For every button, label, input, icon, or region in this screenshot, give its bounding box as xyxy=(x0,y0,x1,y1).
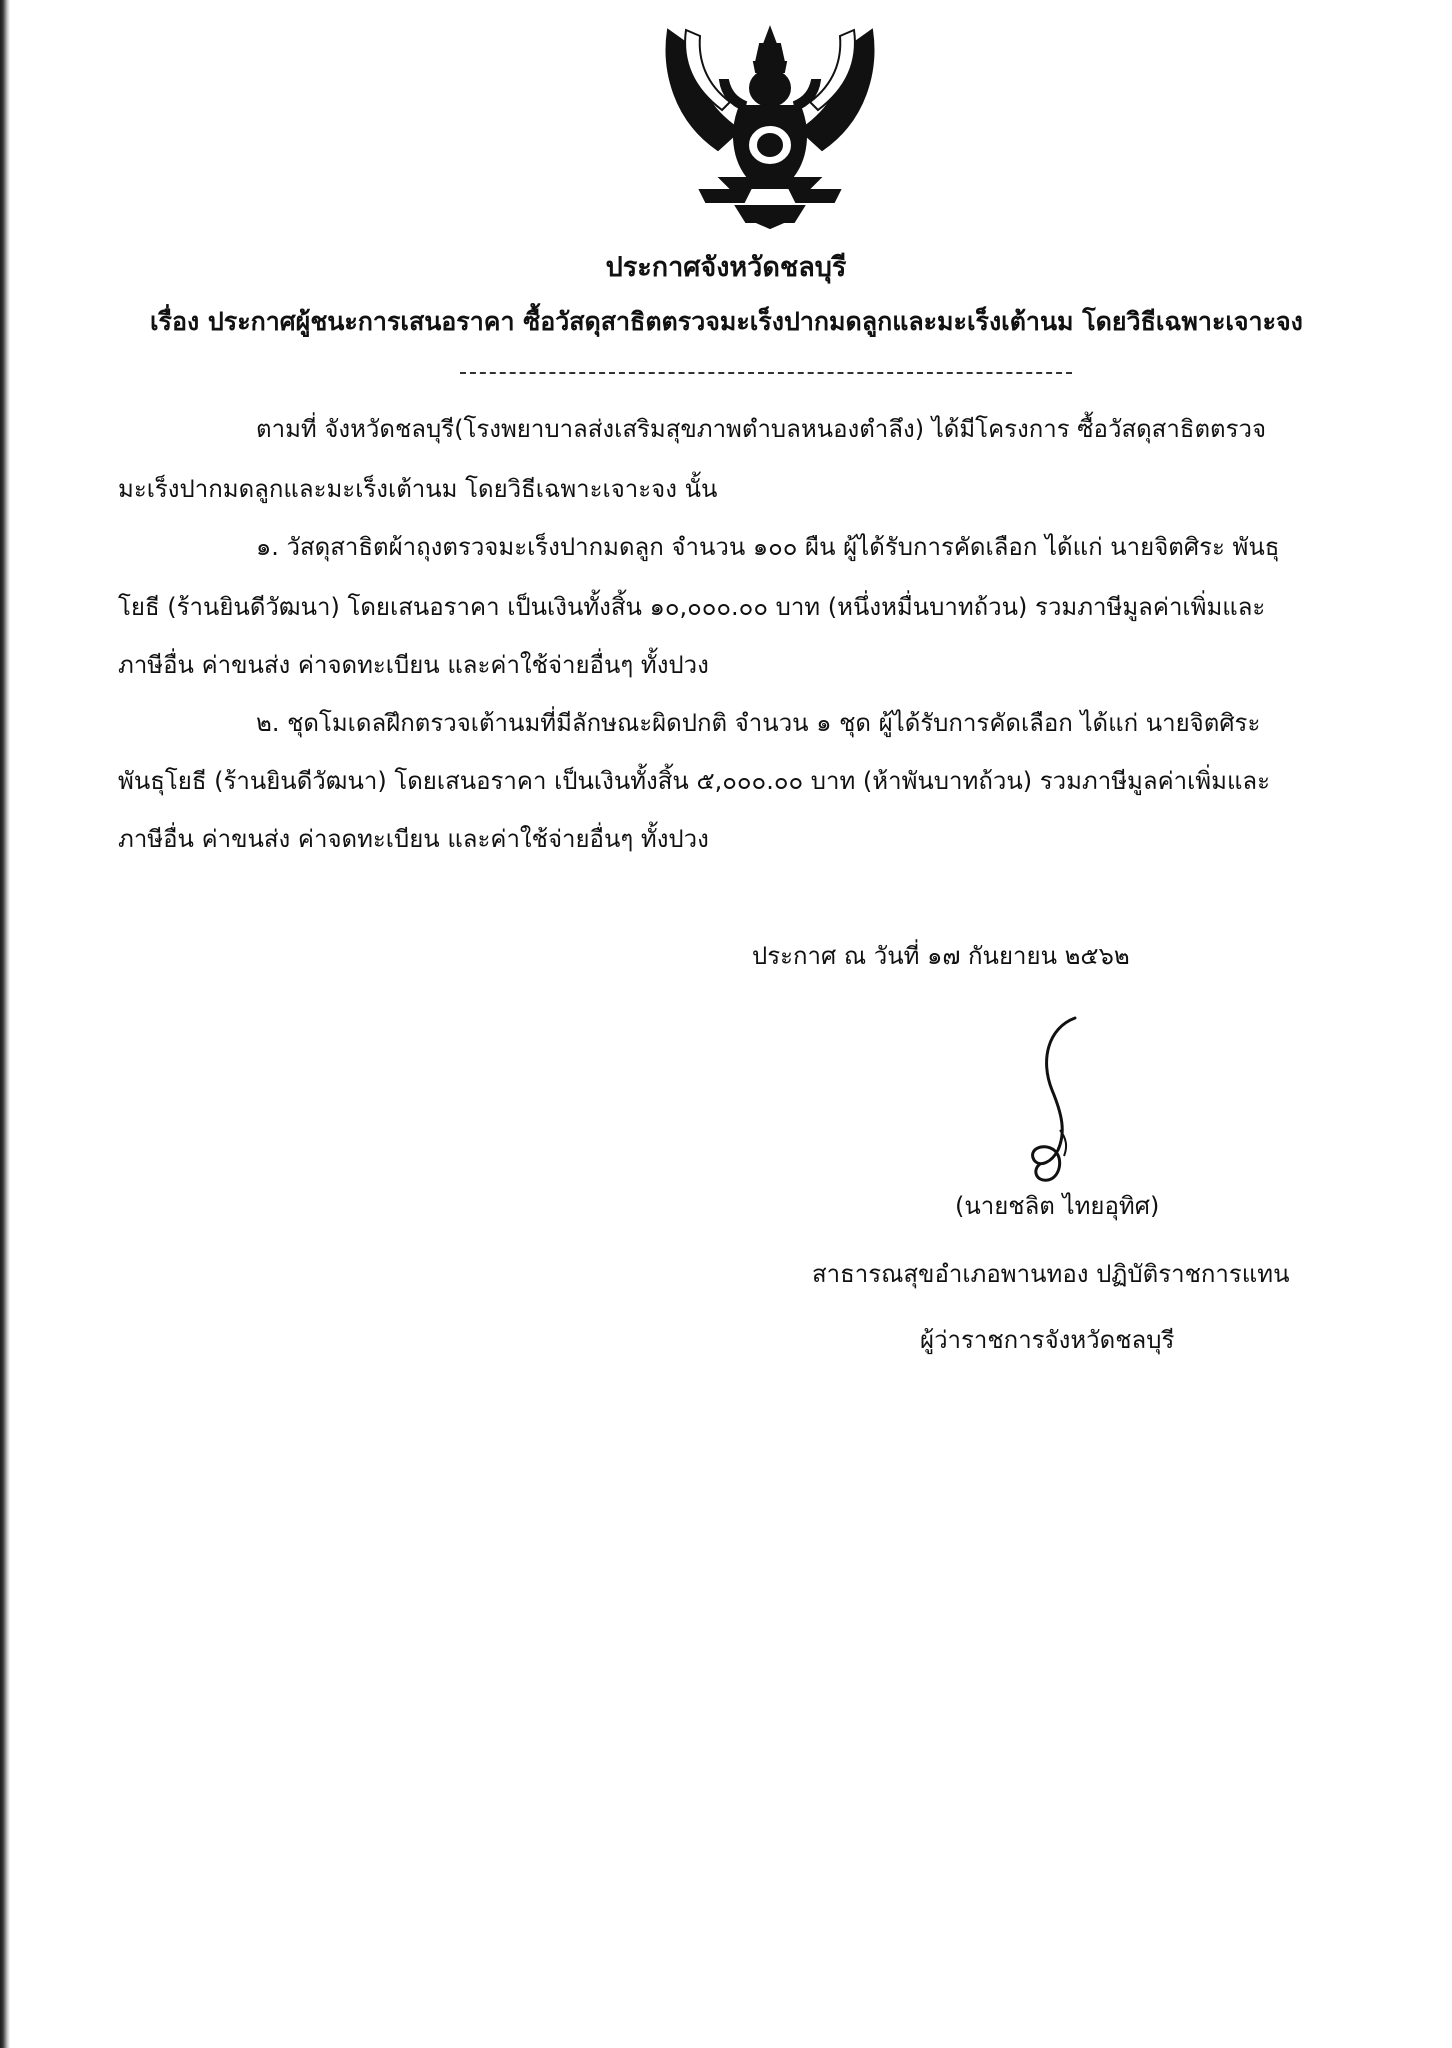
signer-position: สาธารณสุขอำเภอพานทอง ปฏิบัติราชการแทน xyxy=(812,1260,1290,1288)
intro-line-2: มะเร็งปากมดลูกและมะเร็งเต้านม โดยวิธีเฉพาะเจาะจง นั้น xyxy=(118,475,718,503)
intro-line-1: ตามที่ จังหวัดชลบุรี(โรงพยาบาลส่งเสริมสุขภาพตำบลหนองตำลึง) ได้มีโครงการ ซื้อวัสดุสาธิตตรวจ xyxy=(256,415,1267,443)
item1-line-3: ภาษีอื่น ค่าขนส่ง ค่าจดทะเบียน และค่าใช้จ่ายอื่นๆ ทั้งปวง xyxy=(118,651,709,679)
handwritten-signature xyxy=(1000,1010,1110,1190)
item1-line-2: โยธี (ร้านยินดีวัฒนา) โดยเสนอราคา เป็นเงินทั้งสิ้น ๑๐,๐๐๐.๐๐ บาท (หนึ่งหมื่นบาทถ้วน) รวมภาษีมูลค่าเพิ่มและ xyxy=(118,593,1266,621)
divider-line xyxy=(460,372,1072,374)
document-subject: เรื่อง ประกาศผู้ชนะการเสนอราคา ซื้อวัสดุสาธิตตรวจมะเร็งปากมดลูกและมะเร็งเต้านม โดยวิธีเฉพาะเจาะจง xyxy=(150,307,1303,336)
signer-name: (นายชลิต ไทยอุทิศ) xyxy=(955,1192,1160,1220)
item2-line-2: พันธุโยธี (ร้านยินดีวัฒนา) โดยเสนอราคา เป็นเงินทั้งสิ้น ๕,๐๐๐.๐๐ บาท (ห้าพันบาทถ้วน) รวมภาษีมูลค่าเพิ่มและ xyxy=(118,767,1271,795)
garuda-emblem-icon xyxy=(660,10,880,230)
signer-authority: ผู้ว่าราชการจังหวัดชลบุรี xyxy=(920,1326,1175,1354)
document-title: ประกาศจังหวัดชลบุรี xyxy=(605,252,847,283)
item2-line-3: ภาษีอื่น ค่าขนส่ง ค่าจดทะเบียน และค่าใช้จ่ายอื่นๆ ทั้งปวง xyxy=(118,825,709,853)
announcement-date: ประกาศ ณ วันที่ ๑๗ กันยายน ๒๕๖๒ xyxy=(752,942,1130,970)
item2-line-1: ๒. ชุดโมเดลฝึกตรวจเต้านมที่มีลักษณะผิดปกติ จำนวน ๑ ชุด ผู้ได้รับการคัดเลือก ได้แก่ นายจิตศิระ xyxy=(256,709,1261,737)
item1-line-1: ๑. วัสดุสาธิตผ้าถุงตรวจมะเร็งปากมดลูก จำนวน ๑๐๐ ผืน ผู้ได้รับการคัดเลือก ได้แก่ นายจิตศิระ พันธุ xyxy=(256,533,1280,561)
scan-edge-shadow xyxy=(0,0,10,2048)
